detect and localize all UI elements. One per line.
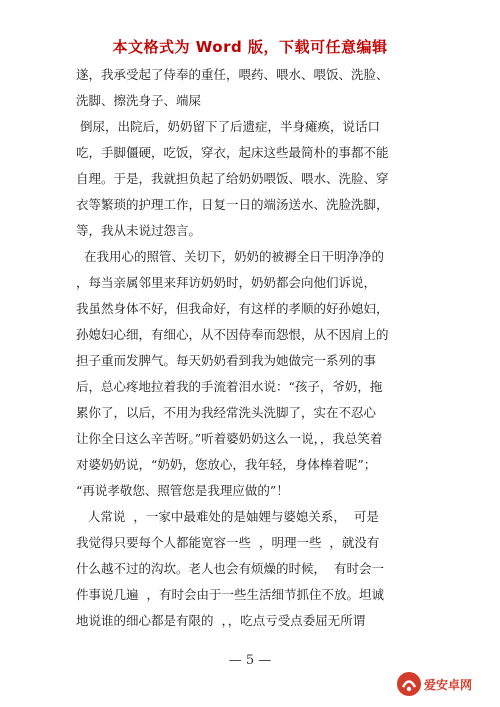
page-number: — 5 —	[228, 653, 272, 668]
text-line: 担子重而发脾气。每天奶奶看到我为她做完一系列的事	[76, 353, 377, 368]
logo-icon	[396, 671, 422, 697]
text-line: 遂，我承受起了侍奉的重任，喂药、喂水、喂饭、洗脸、	[76, 67, 389, 82]
text-line: 洗脚、擦洗身子、端屎	[76, 93, 202, 108]
text-line: 地说谁的细心都是有限的 ，，吃点亏受点委屈无所谓	[76, 613, 366, 628]
text-line: 人常说 ，一家中最难处的是妯娌与婆媳关系， 可是	[76, 509, 379, 524]
text-line: 对婆奶奶说，“奶奶，您放心，我年轻，身体棒着呢”；	[76, 457, 377, 472]
text-line: 自理。于是，我就担负起了给奶奶喂饭、喂水、洗脸、穿	[76, 171, 389, 186]
site-logo[interactable]	[396, 669, 488, 699]
text-line: 孙媳妇心细，有细心，从不因侍奉而怨恨，从不因肩上的	[76, 327, 389, 342]
text-line: 累你了，以后，不用为我经常洗头洗脚了，实在不忍心	[76, 405, 377, 420]
text-line: ，每当亲属邻里来拜访奶奶时，奶奶都会向他们诉说，	[76, 275, 377, 290]
text-line: 在我用心的照管、关切下，奶奶的被褥全日干明净净的	[76, 249, 384, 264]
text-line: 让你全日这么辛苦呀。”听着婆奶奶这么一说，，我总笑着	[76, 431, 383, 446]
text-line: 我虽然身体不好，但我命好，有这样的孝顺的好孙媳妇，	[76, 301, 389, 316]
text-line: 等，我从未说过怨言。	[76, 223, 202, 238]
text-line: 衣等繁琐的护理工作，日复一日的端汤送水、洗脸洗脚，	[76, 197, 389, 212]
text-line: 件事说几遍 ，有时会由于一些生活细节抓住不放。坦诚	[76, 587, 384, 602]
text-line: 后，总心疼地拉着我的手流着泪水说：“孩子，爷奶，拖	[76, 379, 383, 394]
body-text	[76, 62, 436, 634]
document-header: 本文格式为 Word 版，下载可任意编辑	[112, 38, 388, 56]
text-line: “再说孝敬您、照管您是我理应做的”！	[76, 483, 289, 498]
logo-text: 爱安卓网	[424, 678, 473, 692]
text-line: 吃，手脚僵硬，吃饭，穿衣，起床这些最简朴的事都不能	[76, 145, 389, 160]
text-line: 我觉得只要每个人都能宽容一些 ，明理一些 ，就没有	[76, 535, 380, 550]
text-line: 什么越不过的沟坎。老人也会有烦燥的时候， 有时会一	[76, 561, 384, 576]
text-line: 倒尿，出院后，奶奶留下了后遗症，半身瘫痪，说话口	[76, 119, 380, 134]
